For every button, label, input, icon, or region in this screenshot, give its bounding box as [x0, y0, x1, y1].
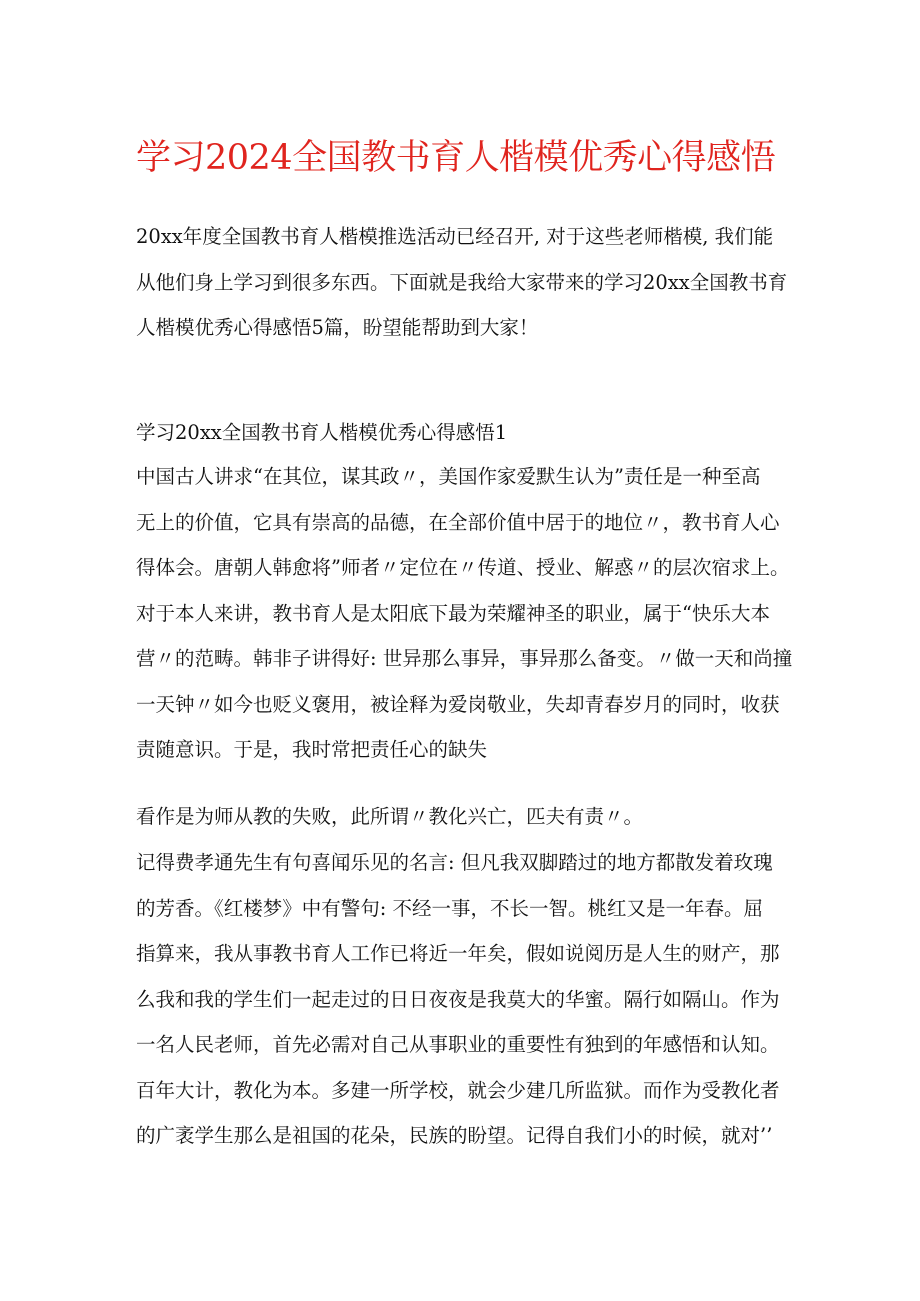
text-line: 责随意识。于是，我时常把责任心的缺失: [136, 738, 488, 761]
text-line: 的广袤学生那么是祖国的花朵，民族的盼望。记得自我们小的时候，就对’’: [136, 1124, 773, 1147]
text-line: 一名人民老师，首先必需对自己从事职业的重要性有独到的年感悟和认知。: [136, 1033, 780, 1056]
text-line: 百年大计，教化为本。多建一所学校，就会少建几所监狱。而作为受教化者: [136, 1078, 780, 1102]
text-line: 的芳香。《红楼梦》中有警句: 不经一事，不长一智。桃红又是一年春。屈: [136, 896, 764, 920]
text-line: 得体会。唐朝人韩愈将”师者〃定位在〃传道、授业、解惑〃的层次宿求上。: [136, 556, 790, 579]
text-line: 么我和我的学生们一起走过的日日夜夜是我莫大的华蜜。隔行如隔山。作为: [136, 987, 780, 1011]
text-line: 一天钟〃如今也贬义褒用，被诠释为爱岗敬业，失却青春岁月的同时，收获: [136, 692, 780, 716]
intro-paragraph: [136, 222, 801, 359]
document-title: 学习2024全国教书育人楷模优秀心得感悟: [136, 138, 776, 178]
body-paragraph-3: [136, 848, 801, 1167]
text-line: 记得费孝通先生有句喜闻乐见的名言: 但凡我双脚踏过的地方都散发着玫瑰: [136, 851, 773, 874]
text-line: 无上的价值，它具有崇高的品德，在全部价值中居于的地位〃，教书育人心: [136, 510, 780, 534]
text-line: 营〃的范畴。韩非子讲得好: 世异那么事异，事异那么备变。〃做一天和尚撞: [136, 647, 793, 670]
body-paragraph-1: [136, 462, 801, 781]
text-line: 人楷模优秀心得感悟5篇，盼望能帮助到大家！: [136, 316, 539, 339]
section-heading: [136, 418, 801, 464]
text-line: 指算来，我从事教书育人工作已将近一年矣，假如说阅历是人生的财产，那: [136, 942, 780, 965]
text-line: 对于本人来讲，教书育人是太阳底下最为荣耀神圣的职业，属于“快乐大本: [136, 601, 770, 625]
text-line: 中国古人讲求“在其位，谋其政〃，美国作家爱默生认为”责任是一种至高: [136, 465, 761, 488]
text-line: 20xx年度全国教书育人楷模推选活动已经召开, 对于这些老师楷模, 我们能: [136, 225, 774, 248]
text-line: 从他们身上学习到很多东西。下面就是我给大家带来的学习20xx全国教书育: [136, 270, 788, 294]
section-heading-text: 学习20xx全国教书育人楷模优秀心得感悟1: [136, 421, 508, 444]
body-paragraph-2: [136, 802, 801, 848]
text-line: 看作是为师从教的失败，此所谓〃教化兴亡，匹夫有责〃。: [136, 805, 644, 828]
